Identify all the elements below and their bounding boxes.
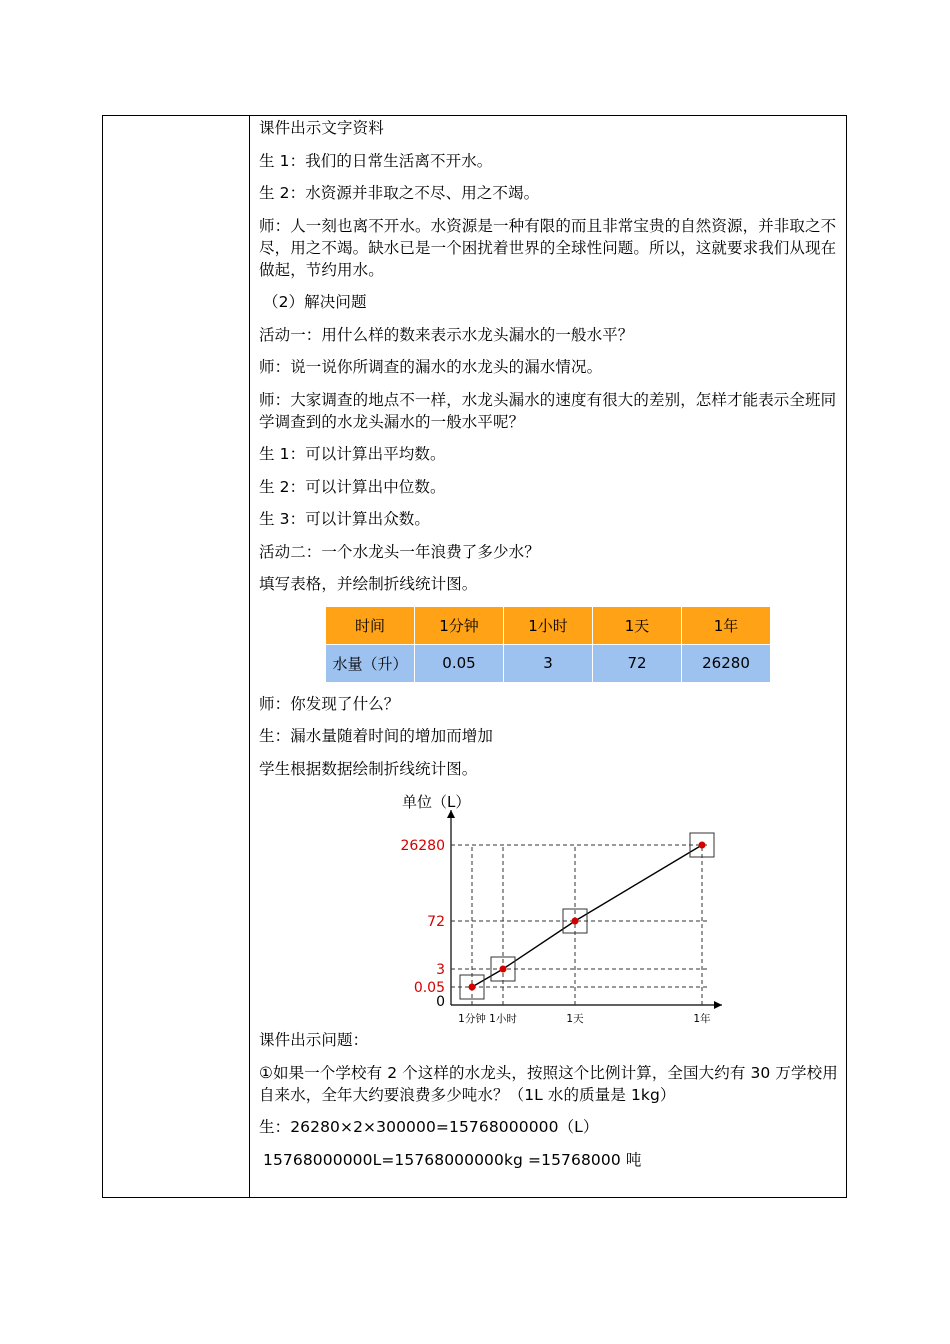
paragraph: 生 1：可以计算出平均数。 [259, 445, 446, 463]
data-point [500, 966, 507, 973]
table-header-cell: 时间 [326, 606, 415, 644]
line-chart-svg [259, 790, 843, 1025]
paragraph: 师：大家调查的地点不一样，水龙头漏水的速度有很大的差别，怎样才能表示全班同学调查到的水龙头漏水的一般水平呢？ [259, 390, 837, 431]
y-tick-label: 3 [436, 962, 445, 978]
table-header-row [326, 606, 771, 644]
x-axis-arrow [714, 1001, 722, 1009]
paragraph: 课件出示文字资料 [259, 119, 384, 137]
paragraph: 生 2：可以计算出中位数。 [259, 477, 446, 496]
paragraph: 15768000000L=15768000000kg =15768000 吨 [263, 1150, 642, 1169]
paragraph: ①如果一个学校有 2 个这样的水龙头，按照这个比例计算，全国大约有 30 万学校用自来水，全年大约要浪费多少吨水？（1L 水的质量是 1kg） [259, 1063, 838, 1104]
y-tick-label: 72 [427, 914, 445, 930]
paragraph: 生：漏水量随着时间的增加而增加 [259, 727, 494, 745]
paragraph: 师：说一说你所调查的漏水的水龙头的漏水情况。 [259, 358, 603, 376]
x-tick-label: 1天 [566, 1013, 584, 1025]
table-cell: 26280 [682, 644, 771, 682]
table-cell: 72 [593, 644, 682, 682]
column-divider [249, 116, 250, 1197]
paragraph: 生 2：水资源并非取之不尽、用之不竭。 [259, 184, 540, 202]
data-point [699, 842, 706, 849]
paragraph: 生：26280×2×300000=15768000000（L） [259, 1118, 599, 1136]
lesson-table-cell [102, 115, 847, 1198]
table-header-cell: 1分钟 [415, 606, 504, 644]
y-tick-label: 0 [436, 994, 445, 1010]
x-tick-label: 1年 [693, 1013, 711, 1025]
paragraph: 活动一：用什么样的数来表示水龙头漏水的一般水平？ [259, 325, 634, 344]
lesson-content [259, 116, 843, 1181]
y-tick-label: 0.05 [413, 980, 445, 996]
table-header-cell: 1年 [682, 606, 771, 644]
paragraph: 师：你发现了什么？ [259, 694, 400, 713]
paragraph: 师：人一刻也离不开水。水资源是一种有限的而且非常宝贵的自然资源，并非取之不尽，用之不竭。缺水已是一个困扰着世界的全球性问题。所以，这就要求我们从现在做起，节约用水。 [259, 216, 837, 279]
paragraph: 学生根据数据绘制折线统计图。 [259, 759, 478, 778]
x-tick-label: 1小时 [489, 1013, 517, 1025]
paragraph: 课件出示问题： [259, 1031, 369, 1049]
table-cell: 3 [504, 644, 593, 682]
paragraph: 活动二：一个水龙头一年浪费了多少水？ [259, 542, 540, 561]
data-point [469, 984, 476, 991]
y-axis-label: 单位（L） [402, 793, 471, 811]
line-chart [259, 790, 843, 1025]
table-header-cell: 1小时 [504, 606, 593, 644]
y-axis-arrow [447, 810, 455, 818]
table-cell: 水量（升） [326, 644, 415, 682]
table-cell: 0.05 [415, 644, 504, 682]
x-tick-label: 1分钟 [458, 1013, 486, 1025]
paragraph: 填写表格，并绘制折线统计图。 [259, 575, 478, 593]
water-data-table [325, 606, 771, 683]
paragraph: 生 3：可以计算出众数。 [259, 510, 430, 528]
data-point [572, 918, 579, 925]
y-tick-label: 26280 [400, 838, 445, 854]
paragraph: 生 1：我们的日常生活离不开水。 [259, 151, 493, 170]
section-heading: （2）解决问题 [263, 293, 367, 311]
table-header-cell: 1天 [593, 606, 682, 644]
table-row [326, 644, 771, 682]
